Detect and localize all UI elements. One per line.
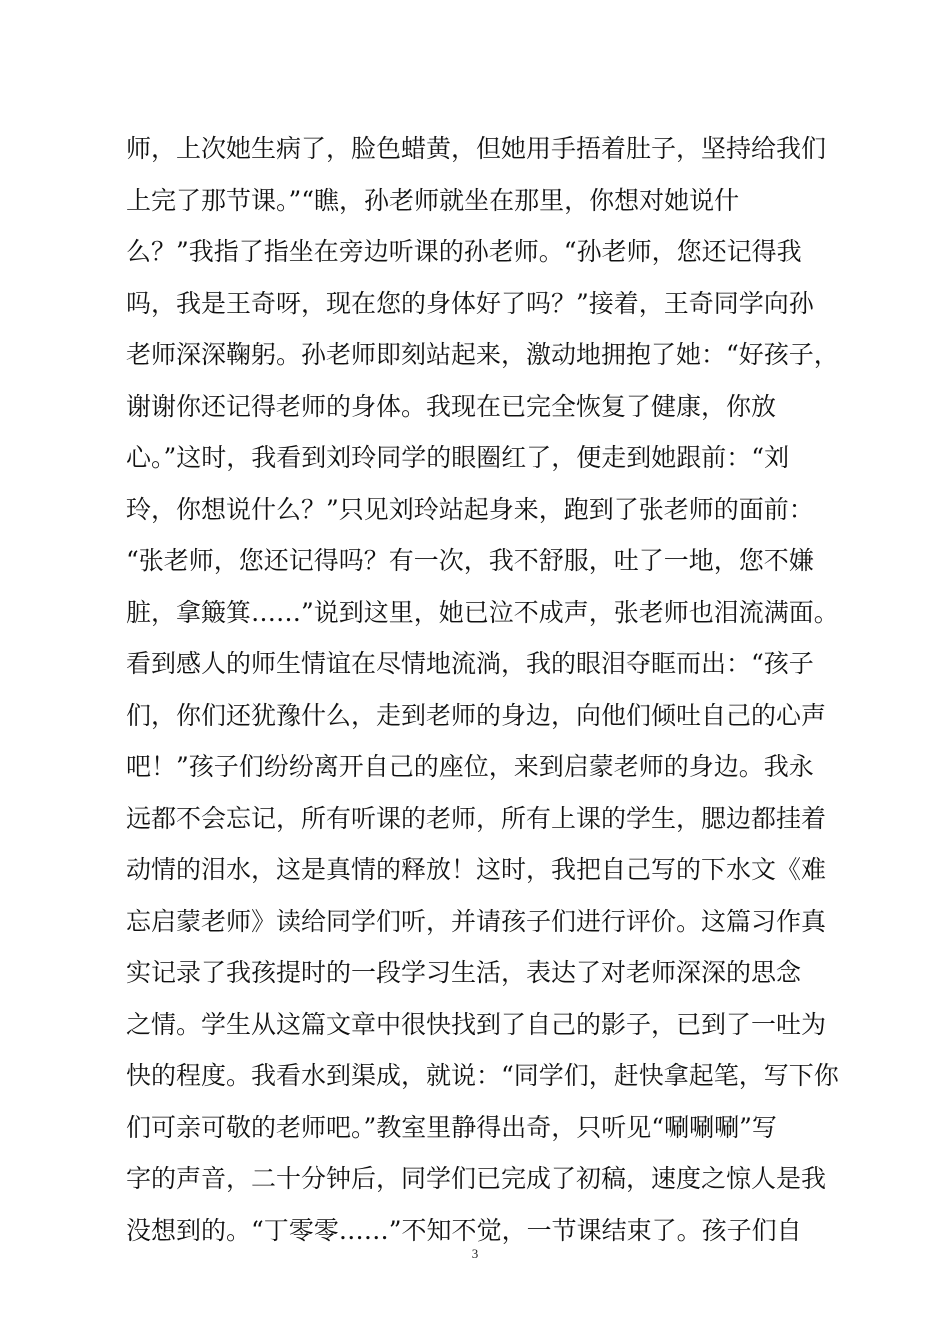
text-line-18: 之情。学生从这篇文章中很快找到了自己的影子，已到了一吐为 <box>126 1009 827 1039</box>
text-line-11: 看到感人的师生情谊在尽情地流淌，我的眼泪夺眶而出：“孩子 <box>126 649 814 678</box>
text-line-21: 字的声音，二十分钟后，同学们已完成了初稿，速度之惊人是我 <box>126 1164 827 1193</box>
text-line-8: 玲，你想说什么？”只见刘玲站起身来，跑到了张老师的面前： <box>126 494 814 524</box>
text-line-9: “张老师，您还记得吗？有一次，我不舒服，吐了一地，您不嫌 <box>126 546 814 575</box>
text-line-5: 老师深深鞠躬。孙老师即刻站起来，激动地拥抱了她：“好孩子， <box>126 340 839 369</box>
text-line-6: 谢谢你还记得老师的身体。我现在已完全恢复了健康，你放 <box>126 391 777 421</box>
page-number: 3 <box>471 1246 479 1261</box>
body-text <box>126 123 856 1256</box>
text-line-13: 吧！”孩子们纷纷离开自己的座位，来到启蒙老师的身边。我永 <box>126 752 814 781</box>
text-line-19: 快的程度。我看水到渠成，就说：“同学们，赶快拿起笔，写下你 <box>126 1061 839 1090</box>
text-line-20: 们可亲可敬的老师吧。”教室里静得出奇，只听见“唰唰唰”写 <box>126 1112 777 1142</box>
text-line-10: 脏，拿簸箕……”说到这里，她已泣不成声，张老师也泪流满面。 <box>126 597 839 627</box>
text-line-1: 师，上次她生病了，脸色蜡黄，但她用手捂着肚子，坚持给我们 <box>126 134 827 163</box>
text-line-12: 们，你们还犹豫什么，走到老师的身边，向他们倾吐自己的心声 <box>126 700 827 730</box>
text-line-3: 么？”我指了指坐在旁边听课的孙老师。“孙老师，您还记得我 <box>126 237 802 266</box>
text-line-7: 心。”这时，我看到刘玲同学的眼圈红了，便走到她跟前：“刘 <box>126 443 790 472</box>
text-line-17: 实记录了我孩提时的一段学习生活，表达了对老师深深的思念 <box>126 958 802 987</box>
text-line-4: 吗，我是王奇呀，现在您的身体好了吗？”接着，王奇同学向孙 <box>126 288 814 318</box>
text-line-2: 上完了那节课。”“瞧，孙老师就坐在那里，你想对她说什 <box>126 185 740 215</box>
text-line-16: 忘启蒙老师》读给同学们听，并请孩子们进行评价。这篇习作真 <box>126 906 827 936</box>
text-line-14: 远都不会忘记，所有听课的老师，所有上课的学生，腮边都挂着 <box>126 803 827 833</box>
text-line-15: 动情的泪水，这是真情的释放！这时，我把自己写的下水文《难 <box>126 855 827 884</box>
text-line-22: 没想到的。“丁零零……”不知不觉，一节课结束了。孩子们自 <box>126 1215 802 1245</box>
